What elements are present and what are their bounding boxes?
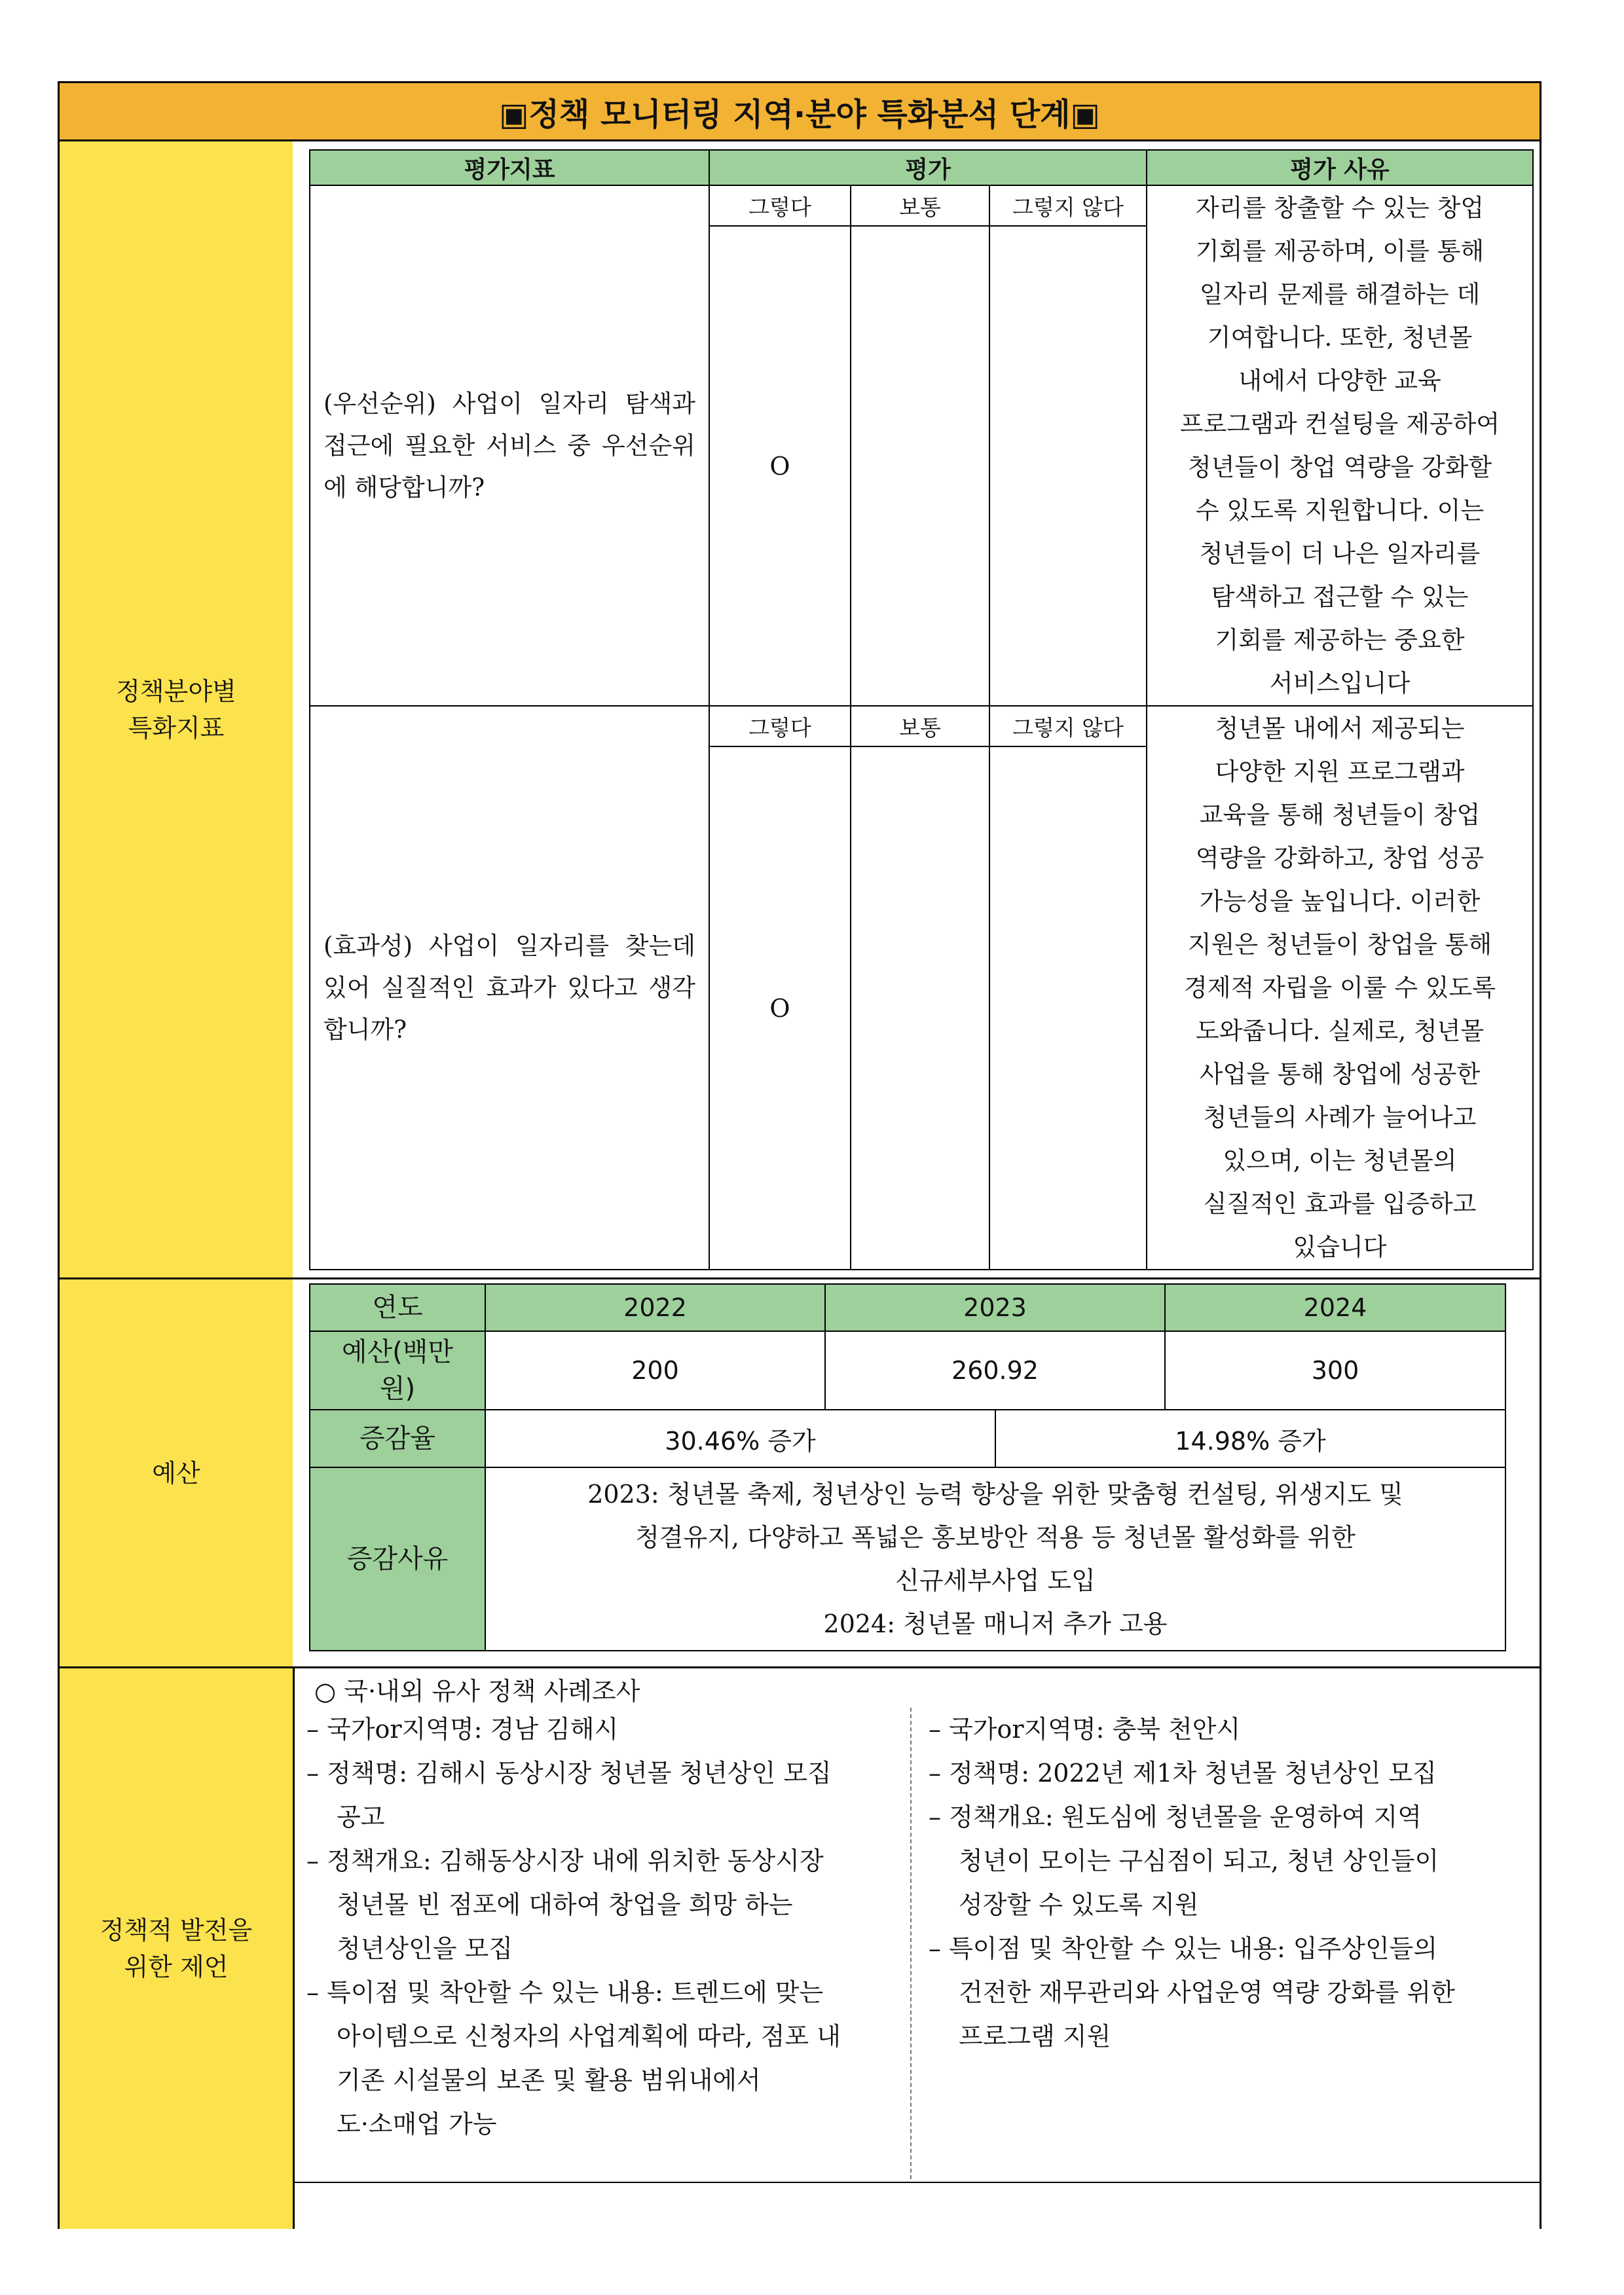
eval-item-2-reason <box>1146 705 1534 1270</box>
budget-change-2024 <box>995 1409 1506 1468</box>
proposal-line: – 특이점 및 착안할 수 있는 내용: 입주상인들의 <box>929 1934 1438 1963</box>
proposal-line: 기존 시설물의 보존 및 활용 범위내에서 <box>337 2066 761 2095</box>
reason-line: 청년몰 내에서 제공되는 <box>1215 714 1465 743</box>
section-label-proposal-text: 정책적 발전을 위한 제언 <box>100 1916 253 1981</box>
eval-item-1-reason <box>1146 185 1534 707</box>
change-value: 30.46% 증가 <box>665 1426 816 1456</box>
budget-reason <box>485 1467 1506 1651</box>
selected-mark: O <box>769 993 790 1023</box>
budget-amount-label-text: 예산(백만 원) <box>341 1337 454 1404</box>
proposal-line: 청년이 모이는 구심점이 되고, 청년 상인들이 <box>959 1846 1439 1875</box>
proposal-right-column <box>929 1708 1531 2179</box>
eval-header-reason-text: 평가 사유 <box>1290 156 1390 183</box>
reason-line: 청년들이 더 나은 일자리를 <box>1199 539 1481 568</box>
reason-line: 역량을 강화하고, 창업 성공 <box>1195 843 1485 872</box>
eval-item-2-option-no <box>989 705 1147 747</box>
proposal-line: 아이템으로 신청자의 사업계획에 따라, 점포 내 <box>337 2022 841 2051</box>
reason-line: 기회를 제공하는 중요한 <box>1215 625 1465 654</box>
option-label: 보통 <box>899 714 941 741</box>
divider <box>293 1666 1541 1668</box>
eval-item-2-reason-text <box>1184 707 1496 1269</box>
selected-mark: O <box>769 451 790 481</box>
proposal-heading <box>314 1670 969 1709</box>
budget-reason-label <box>309 1467 486 1651</box>
column-divider <box>910 1708 912 2179</box>
reason-line: 청년들이 창업 역량을 강화할 <box>1187 452 1492 481</box>
budget-amount-label <box>309 1331 486 1410</box>
amount-value: 300 <box>1311 1356 1359 1385</box>
budget-reason-line: 청결유지, 다양하고 폭넓은 홍보방안 적용 등 청년몰 활성화를 위한 <box>635 1523 1356 1552</box>
option-label: 보통 <box>899 194 941 220</box>
proposal-line: – 정책개요: 원도심에 청년몰을 운영하여 지역 <box>929 1803 1422 1831</box>
section-label-budget-text: 예산 <box>152 1458 200 1488</box>
reason-line: 다양한 지원 프로그램과 <box>1215 757 1465 786</box>
budget-reason-label-text: 증감사유 <box>346 1544 449 1574</box>
reason-line: 프로그램과 컨설팅을 제공하여 <box>1179 409 1500 438</box>
eval-item-2-mark-yes[interactable] <box>709 746 851 1270</box>
budget-reason-line: 2024: 청년몰 매니저 추가 고용 <box>823 1609 1168 1638</box>
proposal-line: 청년몰 빈 점포에 대하여 창업을 희망 하는 <box>337 1890 793 1919</box>
eval-item-1-reason-text <box>1180 187 1500 705</box>
reason-line: 실질적인 효과를 입증하고 <box>1203 1189 1477 1218</box>
eval-item-1-question <box>309 185 710 707</box>
amount-value: 260.92 <box>951 1356 1039 1385</box>
eval-header-indicator-text: 평가지표 <box>464 156 555 183</box>
proposal-line: – 정책개요: 김해동상시장 내에 위치한 동상시장 <box>306 1846 824 1875</box>
budget-amount-2024 <box>1164 1331 1506 1410</box>
proposal-line: – 국가or지역명: 경남 김해시 <box>306 1715 619 1744</box>
eval-item-1-question-text: (우선순위) 사업이 일자리 탐색과 접근에 필요한 서비스 중 우선순위에 해당합니까? <box>323 389 695 502</box>
option-label: 그렇다 <box>748 714 811 741</box>
divider <box>293 2182 1541 2183</box>
eval-item-1-mark-yes[interactable] <box>709 225 851 707</box>
reason-line: 일자리 문제를 해결하는 데 <box>1199 280 1481 308</box>
proposal-line: – 정책명: 2022년 제1차 청년몰 청년상인 모집 <box>929 1759 1437 1788</box>
reason-line: 교육을 통해 청년들이 창업 <box>1199 800 1481 829</box>
budget-year-2024 <box>1164 1283 1506 1332</box>
reason-line: 가능성을 높입니다. 이러한 <box>1199 887 1481 915</box>
eval-header-reason <box>1146 149 1534 186</box>
reason-line: 탐색하고 접근할 수 있는 <box>1211 582 1469 611</box>
budget-amount-2023 <box>824 1331 1166 1410</box>
eval-item-1-mark-neutral[interactable] <box>850 225 990 707</box>
page-title <box>58 81 1541 141</box>
proposal-heading-text: ○ 국·내외 유사 정책 사례조사 <box>314 1677 640 1706</box>
proposal-line: 도·소매업 가능 <box>337 2110 497 2139</box>
eval-header-indicator <box>309 149 710 186</box>
proposal-line: 성장할 수 있도록 지원 <box>959 1890 1199 1919</box>
eval-item-1-mark-no[interactable] <box>989 225 1147 707</box>
option-label: 그렇지 않다 <box>1012 194 1124 220</box>
page-title-text: ▣정책 모니터링 지역·분야 특화분석 단계▣ <box>499 96 1100 133</box>
budget-year-label <box>309 1283 486 1332</box>
budget-change-label-text: 증감율 <box>360 1423 435 1454</box>
option-label: 그렇다 <box>748 194 811 220</box>
year-value: 2023 <box>963 1293 1027 1322</box>
section-label-indicator <box>58 139 295 1279</box>
reason-line: 수 있도록 지원합니다. 이는 <box>1195 496 1485 524</box>
reason-line: 기회를 제공하며, 이를 통해 <box>1195 236 1485 265</box>
proposal-line: 공고 <box>337 1803 385 1831</box>
proposal-line: – 국가or지역명: 충북 천안시 <box>929 1715 1241 1744</box>
option-label: 그렇지 않다 <box>1012 714 1124 741</box>
reason-line: 경제적 자립을 이룰 수 있도록 <box>1184 973 1496 1002</box>
reason-line: 있습니다 <box>1293 1232 1387 1261</box>
section-label-indicator-text: 정책분야별 특화지표 <box>116 676 236 743</box>
eval-header-rating-text: 평가 <box>905 156 951 183</box>
proposal-line: 프로그램 지원 <box>959 2022 1111 2051</box>
eval-item-1-option-no <box>989 185 1147 227</box>
eval-item-2-option-yes <box>709 705 851 747</box>
proposal-line: 청년상인을 모집 <box>337 1934 513 1963</box>
reason-line: 자리를 창출할 수 있는 창업 <box>1195 193 1485 222</box>
reason-line: 서비스입니다 <box>1269 669 1411 697</box>
eval-item-2-mark-no[interactable] <box>989 746 1147 1270</box>
eval-item-1-option-neutral <box>850 185 990 227</box>
budget-reason-text <box>587 1473 1403 1645</box>
eval-item-2-mark-neutral[interactable] <box>850 746 990 1270</box>
proposal-line: – 정책명: 김해시 동상시장 청년몰 청년상인 모집 <box>306 1759 832 1788</box>
reason-line: 있으며, 이는 청년몰의 <box>1223 1146 1457 1175</box>
reason-line: 지원은 청년들이 창업을 통해 <box>1187 930 1492 959</box>
eval-header-rating <box>709 149 1147 186</box>
eval-item-2-question <box>309 705 710 1270</box>
amount-value: 200 <box>631 1356 679 1385</box>
eval-item-1-option-yes <box>709 185 851 227</box>
proposal-line: – 특이점 및 착안할 수 있는 내용: 트렌드에 맞는 <box>306 1978 824 2007</box>
budget-year-2022 <box>485 1283 826 1332</box>
section-label-proposal <box>58 1666 295 2229</box>
budget-year-2023 <box>824 1283 1166 1332</box>
budget-change-label <box>309 1409 486 1468</box>
reason-line: 내에서 다양한 교육 <box>1238 366 1441 395</box>
eval-item-2-option-neutral <box>850 705 990 747</box>
budget-change-2023 <box>485 1409 996 1468</box>
reason-line: 청년들의 사례가 늘어나고 <box>1203 1103 1477 1131</box>
reason-line: 사업을 통해 창업에 성공한 <box>1199 1059 1481 1088</box>
section-label-budget <box>58 1277 295 1668</box>
budget-year-label-text: 연도 <box>372 1293 423 1323</box>
budget-amount-2022 <box>485 1331 826 1410</box>
budget-reason-line: 2023: 청년몰 축제, 청년상인 능력 향상을 위한 맞춤형 컨설팅, 위생지도 및 <box>587 1480 1403 1509</box>
divider <box>1540 1666 1541 2229</box>
proposal-left-column <box>306 1708 904 2179</box>
budget-reason-line: 신규세부사업 도입 <box>895 1566 1096 1595</box>
reason-line: 기여합니다. 또한, 청년몰 <box>1207 323 1473 352</box>
reason-line: 도와줍니다. 실제로, 청년몰 <box>1195 1016 1485 1045</box>
proposal-line: 건전한 재무관리와 사업운영 역량 강화를 위한 <box>959 1978 1455 2007</box>
eval-item-2-question-text: (효과성) 사업이 일자리를 찾는데 있어 실질적인 효과가 있다고 생각합니까? <box>323 931 695 1044</box>
year-value: 2024 <box>1303 1293 1367 1322</box>
year-value: 2022 <box>623 1293 687 1322</box>
change-value: 14.98% 증가 <box>1175 1426 1326 1456</box>
